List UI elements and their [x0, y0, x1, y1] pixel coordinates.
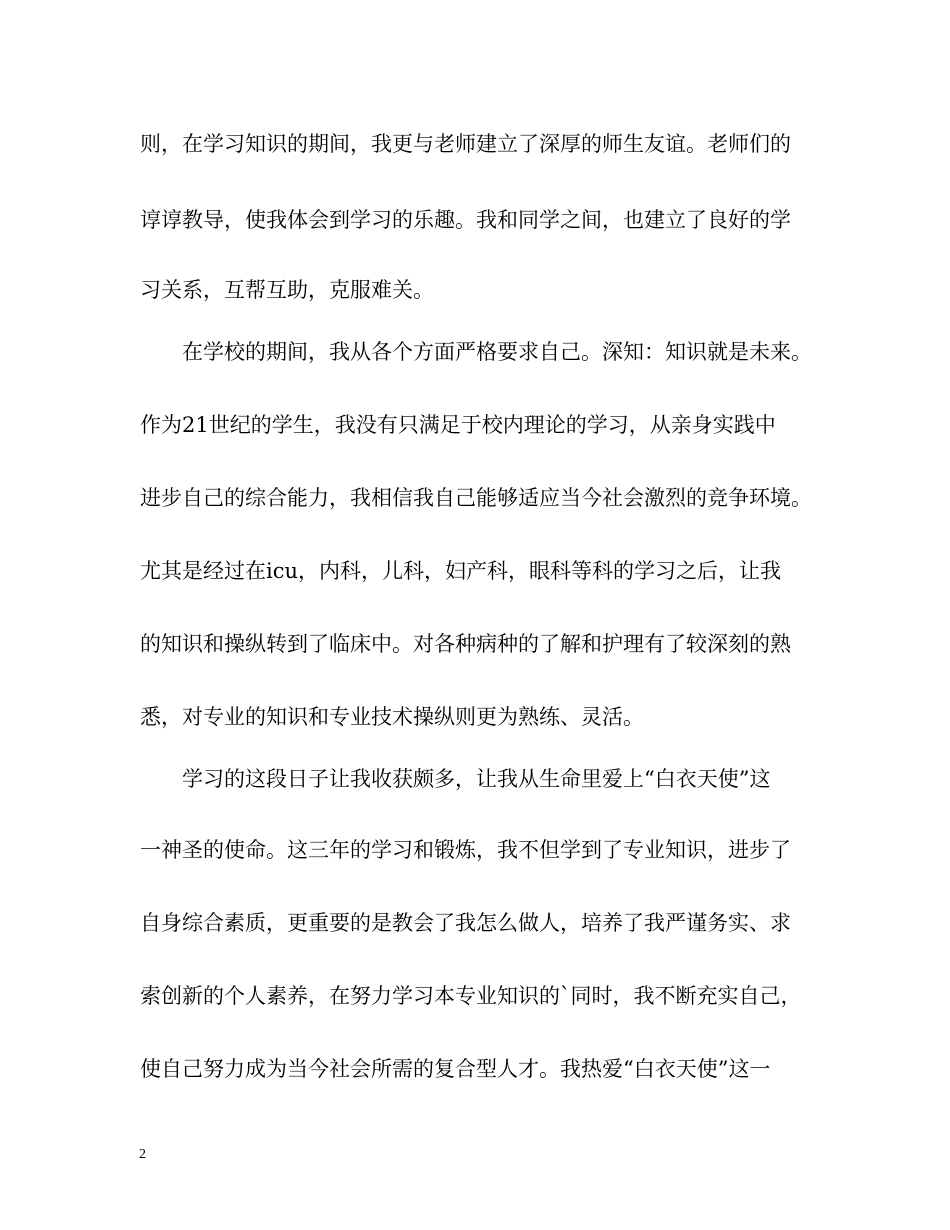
text-line: 悉，对专业的知识和专业技术操纵则更为熟练、灵活。: [140, 705, 644, 729]
text-line: 谆谆教导，使我体会到学习的乐趣。我和同学之间，也建立了良好的学: [140, 208, 791, 232]
paragraph-start-line: 在学校的期间，我从各个方面严格要求自己。深知：知识就是未来。: [182, 340, 812, 364]
text-line: 习关系，互帮互助，克服难关。: [140, 278, 434, 302]
text-line: 自身综合素质，更重要的是教会了我怎么做人，培养了我严谨务实、求: [140, 911, 791, 935]
text-line: 进步自己的综合能力，我相信我自己能够适应当今社会激烈的竞争环境。: [140, 486, 812, 510]
text-line: 索创新的个人素养，在努力学习本专业知识的`同时，我不断充实自己，: [140, 984, 802, 1008]
text-line: 的知识和操纵转到了临床中。对各种病种的了解和护理有了较深刻的熟: [140, 632, 791, 656]
text-line: 则，在学习知识的期间，我更与老师建立了深厚的师生友谊。老师们的: [140, 132, 791, 156]
page-number: 2: [139, 1147, 146, 1162]
paragraph-start-line: 学习的这段日子让我收获颇多，让我从生命里爱上“白衣天使”这: [182, 767, 771, 791]
text-line: 尤其是经过在icu，内科，儿科，妇产科，眼科等科的学习之后，让我: [140, 559, 781, 583]
text-line: 作为21世纪的学生，我没有只满足于校内理论的学习，从亲身实践中: [140, 413, 776, 437]
text-line: 一神圣的使命。这三年的学习和锻炼，我不但学到了专业知识，进步了: [140, 838, 791, 862]
text-line: 使自己努力成为当今社会所需的复合型人才。我热爱“白衣天使”这一: [140, 1057, 771, 1081]
